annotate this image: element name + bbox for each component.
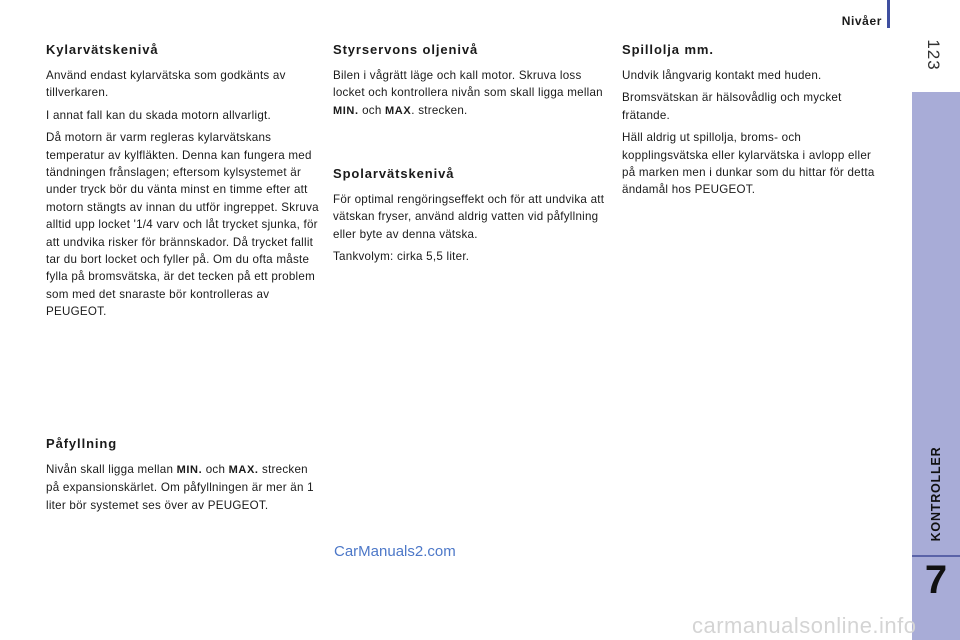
chapter-number: 7 xyxy=(924,558,948,602)
paragraph: Använd endast kylarvätska som godkänts av tillverkaren. xyxy=(46,69,286,100)
max-mark: MAX xyxy=(385,104,412,117)
section-steering-title: Styrservons oljenivå xyxy=(333,42,479,57)
text-run: . strecken. xyxy=(411,103,468,117)
paragraph: I annat fall kan du skada motorn allvarligt. xyxy=(46,108,271,122)
section-refill-title: Påfyllning xyxy=(46,436,118,451)
section-waste-title: Spillolja mm. xyxy=(622,42,714,57)
watermark-footer: carmanualsonline.info xyxy=(692,613,917,638)
min-mark: MIN. xyxy=(176,464,203,476)
chapter-label-text: KONTROLLER xyxy=(929,446,943,542)
paragraph: Undvik långvarig kontakt med huden. xyxy=(622,69,822,82)
section-title: Nivåer xyxy=(841,14,882,28)
page-number xyxy=(918,30,948,80)
text-run: Bilen i vågrätt läge och kall motor. Skruva loss locket och kontrollera nivån som skall ligga mellan xyxy=(333,69,603,100)
section-coolant xyxy=(46,42,321,326)
section-washer xyxy=(333,166,608,271)
section-washer-title: Spolarvätskenivå xyxy=(333,166,455,181)
section-coolant-title: Kylarvätskenivå xyxy=(46,42,159,57)
max-mark: MAX. xyxy=(228,464,259,476)
paragraph: För optimal rengöringseffekt och för att undvika att vätskan fryser, använd aldrig vatten vid påfyllning eller byte av denna vätska. xyxy=(333,193,605,241)
section-waste xyxy=(622,42,880,204)
text-run: och xyxy=(202,463,229,476)
section-steering xyxy=(333,42,608,125)
text-run: och xyxy=(358,103,386,117)
tab-divider xyxy=(912,555,960,557)
paragraph xyxy=(333,67,608,120)
watermark-link[interactable]: CarManuals2.com xyxy=(334,543,456,560)
page-number-text: 123 xyxy=(924,39,943,71)
text-run: strecken på expansionskärlet. Om påfyllningen är mer än 1 liter bör systemet ses över av PEUGEOT. xyxy=(46,463,314,512)
paragraph xyxy=(46,461,321,514)
section-refill xyxy=(46,436,321,519)
chapter-label xyxy=(912,442,960,546)
paragraph: Då motorn är varm regleras kylarvätskans temperatur av kylfläkten. Denna kan fungera med tändningen frånslagen; eftersom kylsystemet är under tryck bör du vänta minst en timme efter att motorn stängts av innan du utför ingreppet. Skruva alltid upp locket '1/4 varv och låt trycket sjunka, för att undvika risker för brännskador. Då trycket fallit tar du bort locket och fyller på. Om du ofta måste fylla på bromsvätska, är det tecken på ett problem som med det snaraste bör kontrolleras av PEUGEOT. xyxy=(46,131,319,319)
min-mark: MIN. xyxy=(333,104,359,117)
paragraph: Bromsvätskan är hälsovådlig och mycket frätande. xyxy=(622,91,842,122)
text-run: Nivån skall ligga mellan xyxy=(46,463,177,476)
paragraph: Tankvolym: cirka 5,5 liter. xyxy=(333,250,470,264)
header-rule xyxy=(887,0,890,28)
paragraph: Häll aldrig ut spillolja, broms- och kopplingsvätska eller kylarvätska i avlopp eller på marken men i dunkar som du hittar för detta ändamål hos PEUGEOT. xyxy=(622,131,875,197)
